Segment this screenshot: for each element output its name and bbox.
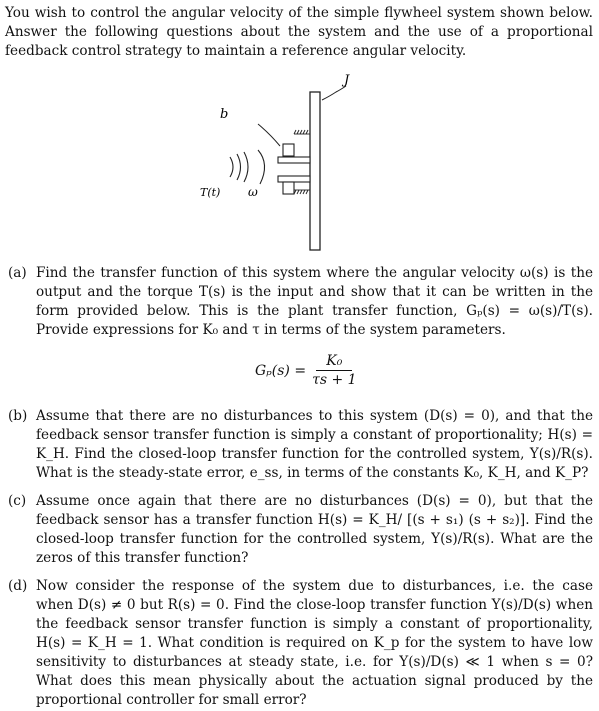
label-J: J [344,73,350,88]
bearing-bottom [283,182,294,194]
flywheel-disk [310,92,320,250]
b-leader [258,124,280,146]
equation-numerator: K₀ [316,353,352,371]
question-text: Now consider the response of the system due to disturbances, i.e. the case when D(s) ≠ 0 but R(s) = 0. Find the close-loop transfer function Y(s)/D(s) when the feedback sensor transfer function is simply a constant of proportionality, H(s) = K_H = 1. What condition is required on K_p for the system to have low sensitivity to disturbances at steady state, i.e. for Y(s)/D(s) ≪ 1 when s = 0? What does this mean physically about the actuation signal produced by the proportional controller for small error? [36,578,593,708]
question-d [8,577,593,710]
flywheel-figure [190,72,390,262]
torque-arc-2 [237,154,241,180]
question-label: (a) [8,265,27,281]
question-c [8,492,593,568]
equation-denominator: τs + 1 [312,372,357,388]
plant-transfer-equation [255,353,357,388]
equation-lhs: Gₚ(s) = [255,362,307,379]
intro-paragraph: You wish to control the angular velocity of the simple flywheel system shown below. Answer the following questions about the system and the use of a proportional feedback control strategy to maintain a reference angular velocity. [5,5,593,59]
J-leader [322,86,346,100]
torque-arc-1 [230,157,233,177]
question-b [8,407,593,483]
equation-fraction [312,353,356,388]
label-torque: T(t) [200,186,221,199]
shaft-lower [278,176,310,182]
label-b: b [220,107,229,122]
question-text: Assume that there are no disturbances to this system (D(s) = 0), and that the feedback sensor transfer function is simply a constant of proportionality; H(s) = K_H. Find the closed-loop transfer function for the controlled system, Y(s)/R(s). What is the steady-state error, e_ss, in terms of the constants K₀, K_H, and K_P? [36,408,593,481]
question-label: (d) [8,578,28,594]
question-label: (b) [8,408,28,424]
omega-arc [258,150,265,184]
torque-arc-3 [244,152,248,182]
shaft [278,157,310,163]
question-a [8,264,593,340]
bearing-top [283,144,294,156]
question-text: Assume once again that there are no disturbances (D(s) = 0), but that the feedback sensor has a transfer function H(s) = K_H/ [(s + s₁) (s + s₂)]. Find the closed-loop transfer function for the controlled system, Y(s)/R(s). What are the zeros of this transfer function? [36,493,593,566]
label-omega: ω [248,185,258,199]
question-label: (c) [8,493,27,509]
question-text: Find the transfer function of this system where the angular velocity ω(s) is the output and the torque T(s) is the input and show that it can be written in the form provided below. This is the plant transfer function, Gₚ(s) = ω(s)/T(s). Provide expressions for K₀ and τ in terms of the system parameters. [36,265,593,338]
